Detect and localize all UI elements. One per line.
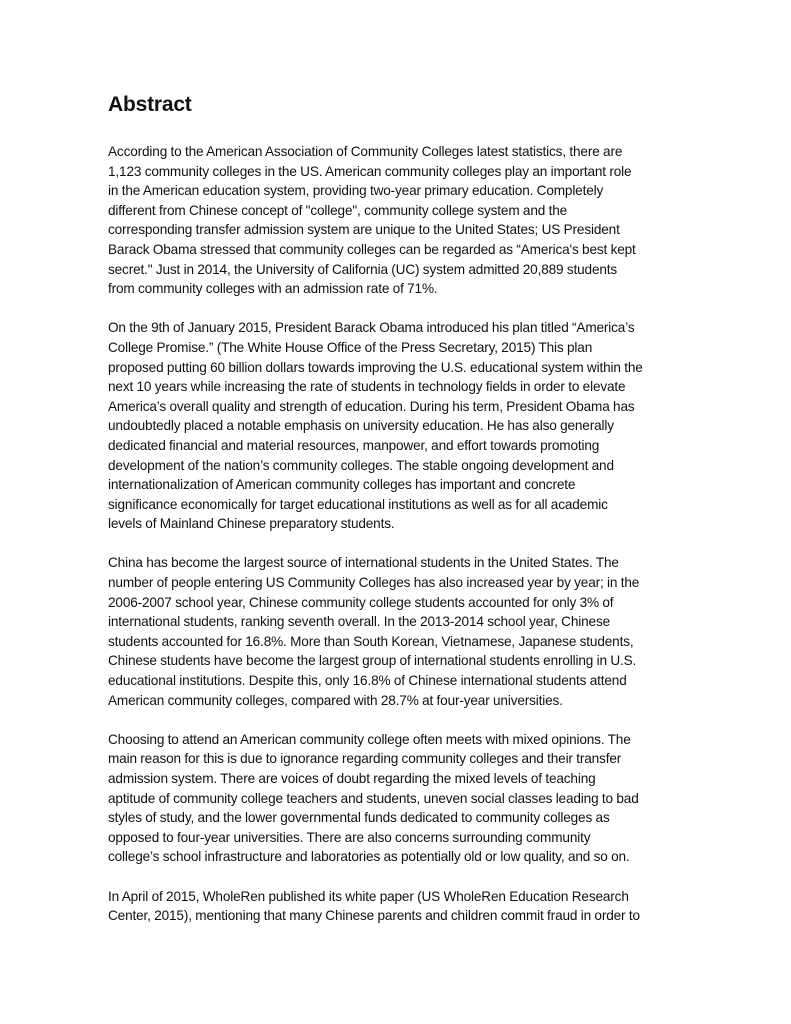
document-page [108,92,686,945]
text-line: America’s overall quality and strength of education. During his term, President Obama has [108,398,635,414]
text-line: proposed putting 60 billion dollars towards improving the U.S. educational system within the [108,359,643,375]
text-line: international students, ranking seventh overall. In the 2013-2014 school year, Chinese [108,614,610,630]
text-line: China has become the largest source of international students in the United States. The [108,555,619,571]
text-line: Barack Obama stressed that community colleges can be regarded as “America's best kept [108,241,636,257]
text-line: On the 9th of January 2015, President Barack Obama introduced his plan titled “America’s [108,320,635,336]
text-line: admission system. There are voices of doubt regarding the mixed levels of teaching [108,771,596,786]
text-line: educational institutions. Despite this, only 16.8% of Chinese international students attend [108,673,627,689]
text-line: different from Chinese concept of "college", community college system and the [108,202,568,218]
text-line: undoubtedly placed a notable emphasis on university education. He has also generally [108,418,614,434]
text-line: significance economically for target educational institutions as well as for all academic [108,496,608,512]
text-line: college’s school infrastructure and laboratories as potentially old or low quality, and so on. [108,849,630,865]
paragraph [108,553,686,710]
text-line: dedicated financial and material resources, manpower, and effort towards promoting [108,437,600,453]
text-line: styles of study, and the lower governmental funds dedicated to community colleges as [108,810,610,826]
page-title: Abstract [108,93,192,116]
text-line: main reason for this is due to ignorance regarding community colleges and their transfer [108,751,622,767]
text-line: secret." Just in 2014, the University of California (UC) system admitted 20,889 students [108,261,618,277]
text-line: from community colleges with an admission rate of 71%. [108,281,438,297]
text-line: American community colleges, compared with 28.7% at four-year universities. [108,692,563,708]
text-line: Center, 2015), mentioning that many Chinese parents and children commit fraud in order to [108,908,640,924]
text-line: aptitude of community college teachers and students, uneven social classes leading to bad [108,790,639,806]
text-line: next 10 years while increasing the rate of students in technology fields in order to elevate [108,379,626,395]
text-line: opposed to four-year universities. There are also concerns surrounding community [108,829,591,845]
text-line: levels of Mainland Chinese preparatory students. [108,516,395,532]
paragraph [108,318,686,534]
paragraph [108,730,686,867]
text-line: In April of 2015, WholeRen published its white paper (US WholeRen Education Research [108,888,629,904]
text-line: According to the American Association of Community Colleges latest statistics, there are [108,144,623,159]
text-line: College Promise.” (The White House Office of the Press Secretary, 2015) This plan [108,339,593,355]
paragraph [108,142,686,299]
paragraph [108,887,686,926]
text-line: development of the nation’s community colleges. The stable ongoing development and [108,457,614,473]
text-line: 2006-2007 school year, Chinese community college students accounted for only 3% of [108,594,614,610]
text-line: in the American education system, providing two-year primary education. Completely [108,183,604,199]
text-line: 1,123 community colleges in the US. American community colleges play an important role [108,163,632,179]
text-line: Choosing to attend an American community college often meets with mixed opinions. The [108,731,631,747]
text-line: corresponding transfer admission system are unique to the United States; US President [108,222,620,238]
text-line: internationalization of American community colleges has important and concrete [108,477,576,493]
text-line: number of people entering US Community Colleges has also increased year by year; in the [108,575,640,591]
text-line: students accounted for 16.8%. More than South Korean, Vietnamese, Japanese students, [108,633,634,649]
text-line: Chinese students have become the largest group of international students enrolling in U.S. [108,653,637,669]
